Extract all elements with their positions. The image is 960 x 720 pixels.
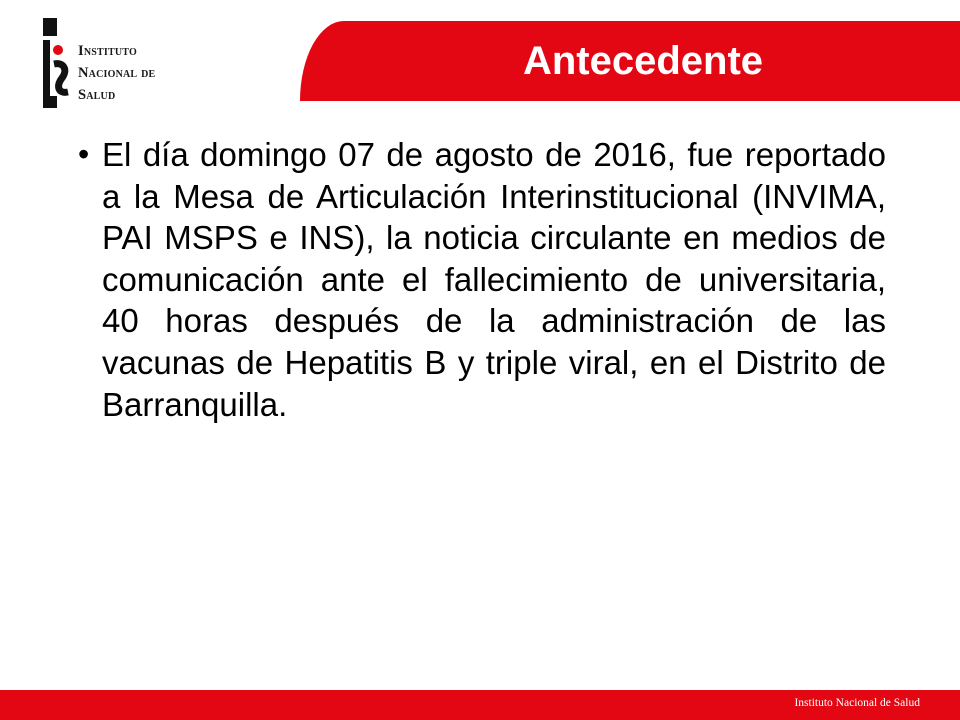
footer-text: Instituto Nacional de Salud (794, 697, 920, 709)
ins-logo (36, 14, 186, 110)
bullet-dot-icon: • (78, 136, 90, 172)
slide-content (78, 134, 886, 425)
ins-logo-mark-icon (36, 14, 76, 110)
bullet-item (78, 134, 886, 425)
logo-line-2: Nacional de (78, 65, 156, 81)
logo-line-3: Salud (78, 87, 116, 103)
slide-title: Antecedente (522, 38, 764, 83)
logo-line-1: Instituto (78, 43, 137, 59)
bullet-paragraph: El día domingo 07 de agosto de 2016, fue reportado a la Mesa de Articulación Interinstitucional (INVIMA, PAI MSPS e INS), la noticia circulante en medios de comunicación ante el fallecimiento de universitaria, 40 horas después de la administración de las vacunas de Hepatitis B y triple viral, en el Distrito de Barranquilla. (102, 136, 886, 423)
ins-logo-text (78, 40, 155, 106)
